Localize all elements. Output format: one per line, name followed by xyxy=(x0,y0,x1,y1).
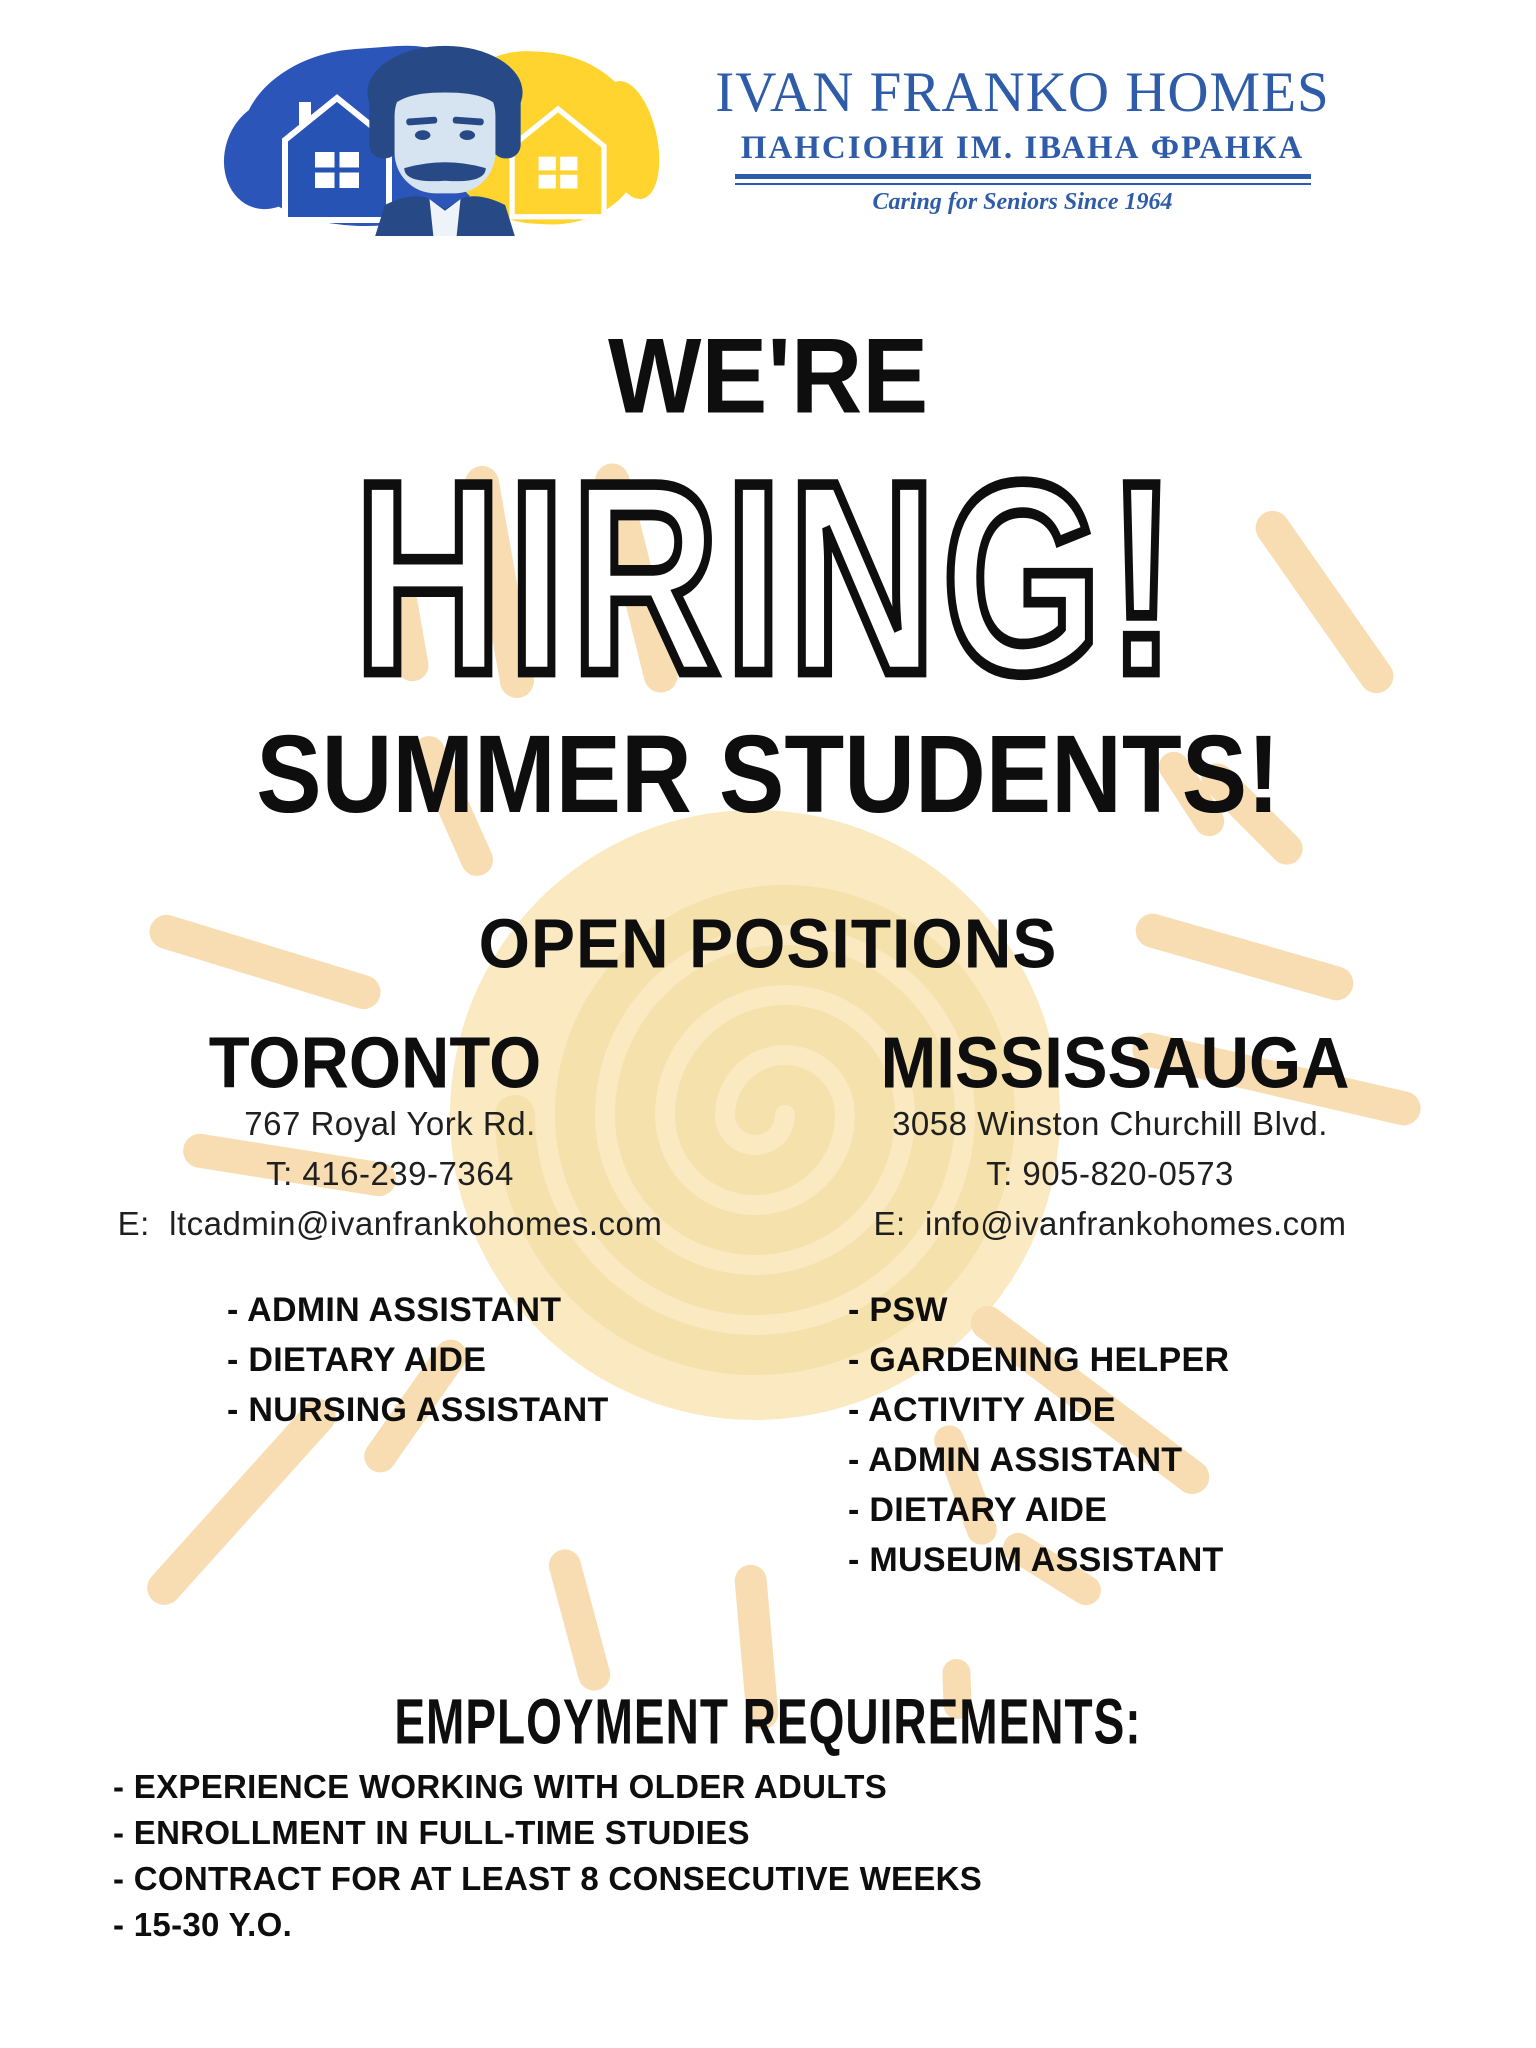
toronto-positions-list xyxy=(227,1285,609,1435)
requirement-item: - 15-30 Y.O. xyxy=(113,1906,293,1943)
mississauga-address: 3058 Winston Churchill Blvd. xyxy=(892,1105,1328,1142)
mississauga-positions-list xyxy=(848,1285,1229,1585)
position-item: - NURSING ASSISTANT xyxy=(227,1391,609,1429)
mississauga-email: E: info@ivanfrankohomes.com xyxy=(873,1205,1347,1242)
headline-were: WE'RE xyxy=(607,315,929,436)
position-item: - ACTIVITY AIDE xyxy=(848,1391,1116,1429)
requirement-item: - EXPERIENCE WORKING WITH OLDER ADULTS xyxy=(113,1768,888,1805)
position-item: - PSW xyxy=(848,1291,948,1329)
toronto-address: 767 Royal York Rd. xyxy=(244,1105,536,1142)
mississauga-title: MISSISSAUGA xyxy=(880,1022,1350,1104)
open-positions-title: OPEN POSITIONS xyxy=(478,903,1058,983)
sun-ray xyxy=(545,1546,613,1694)
org-name: IVAN FRANKO HOMES xyxy=(715,61,1330,124)
mississauga-contact xyxy=(780,1099,1440,1249)
logo-text-block xyxy=(700,62,1345,216)
requirements-title: EMPLOYMENT REQUIREMENTS: xyxy=(394,1684,1142,1758)
requirements-list xyxy=(113,1764,982,1948)
position-item: - MUSEUM ASSISTANT xyxy=(848,1541,1224,1579)
position-item: - DIETARY AIDE xyxy=(227,1341,487,1379)
logo xyxy=(247,40,643,236)
headline-summer-students: SUMMER STUDENTS! xyxy=(256,711,1280,836)
logo-divider xyxy=(735,174,1311,185)
position-item: - GARDENING HELPER xyxy=(848,1341,1230,1379)
requirement-item: - ENROLLMENT IN FULL-TIME STUDIES xyxy=(113,1814,750,1851)
mississauga-phone: T: 905-820-0573 xyxy=(986,1155,1234,1192)
toronto-contact xyxy=(60,1099,720,1249)
position-item: - ADMIN ASSISTANT xyxy=(848,1441,1183,1479)
position-item: - ADMIN ASSISTANT xyxy=(227,1291,562,1329)
headline-hiring: HIRING! xyxy=(354,426,1182,731)
position-item: - DIETARY AIDE xyxy=(848,1491,1108,1529)
requirement-item: - CONTRACT FOR AT LEAST 8 CONSECUTIVE WEEKS xyxy=(113,1860,983,1897)
org-tagline: Caring for Seniors Since 1964 xyxy=(872,188,1173,215)
toronto-phone: T: 416-239-7364 xyxy=(266,1155,514,1192)
org-name-ukrainian: ПАНСІОНИ ІМ. ІВАНА ФРАНКА xyxy=(740,129,1305,166)
ivan-franko-portrait-icon xyxy=(345,42,545,236)
toronto-title: TORONTO xyxy=(208,1022,542,1104)
toronto-email: E: ltcadmin@ivanfrankohomes.com xyxy=(117,1205,663,1242)
